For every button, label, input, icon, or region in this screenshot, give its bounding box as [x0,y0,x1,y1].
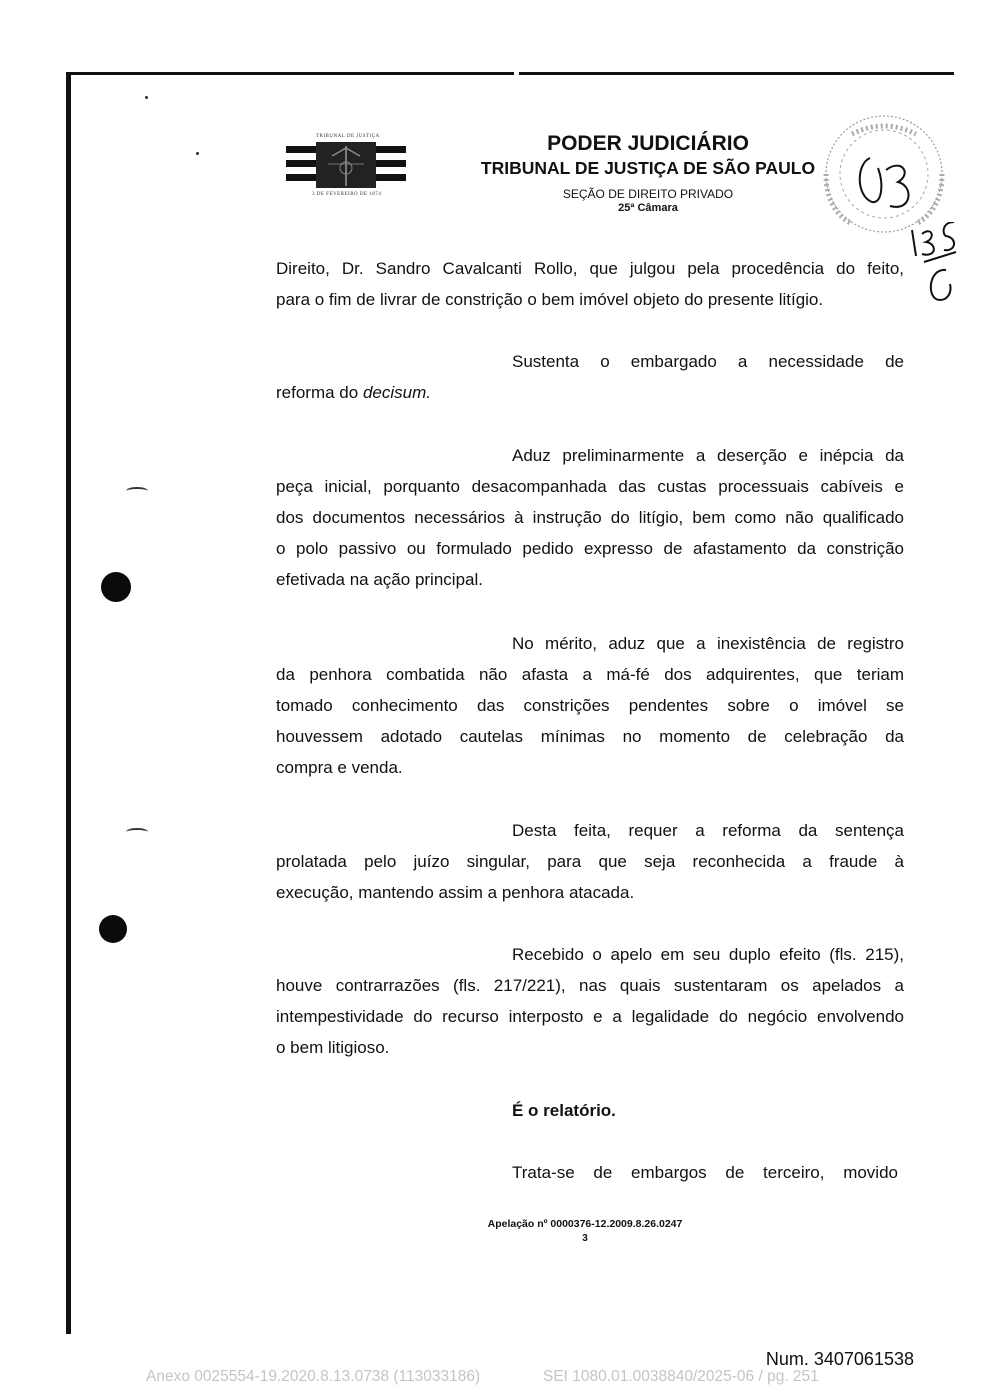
paragraph-6 [276,939,904,1063]
text-line: peça inicial, porquanto desacompanhada das custas processuais cabíveis e [276,477,904,496]
text-line: da penhora combatida não afasta a má-fé dos adquirentes, que teriam [276,665,904,684]
paragraph-5 [276,815,904,908]
text-line: o polo passivo ou formulado pedido expresso de afastamento da constrição [276,539,904,558]
logo-caption-top: TRIBUNAL DE JUSTIÇA [316,134,380,139]
text-line: prolatada pelo juízo singular, para que seja reconhecida a fraude à [276,852,904,871]
annex-watermark: Anexo 0025554-19.2020.8.13.0738 (113033186) [146,1368,481,1385]
scan-tick-mark [126,487,148,495]
logo-caption-bottom: 3 DE FEVEREIRO DE 1874 [312,192,382,197]
text-line: para o fim de livrar de constrição o bem imóvel objeto do presente litígio. [276,290,824,309]
text-line: execução, mantendo assim a penhora atacada. [276,883,635,902]
text-line [276,377,904,408]
court-name: TRIBUNAL DE JUSTIÇA DE SÃO PAULO [480,158,816,178]
paragraph-7 [276,1095,904,1126]
document-num: Num. 3407061538 [765,1349,914,1369]
text-line: dos documentos necessários à instrução do litígio, bem como não qualificado [276,508,904,527]
text-segment: reforma do [276,383,363,402]
text-line: Direito, Dr. Sandro Cavalcanti Rollo, que julgou pela procedência do feito, [276,259,904,278]
text-line: Recebido o apelo em seu duplo efeito (fls. 215), [512,945,904,964]
text-line: Desta feita, requer a reforma da sentença [512,821,904,840]
sei-watermark: SEI 1080.01.0038840/2025-06 / pg. 251 [543,1368,819,1385]
page-border-gap [514,70,519,77]
paragraph-1 [276,253,904,315]
text-line: intempestividade do recurso interposto e a legalidade do negócio envolvendo [276,1007,904,1026]
text-line: houve contrarrazões (fls. 217/221), nas quais sustentaram os apelados a [276,976,904,995]
page-border-left [66,72,71,1334]
scan-speck [196,152,199,155]
text-line: Aduz preliminarmente a deserção e inépcia da [512,446,904,465]
punch-hole [101,572,131,602]
text-line: Trata-se de embargos de terceiro, movido [512,1163,898,1182]
scan-tick-mark [126,828,148,836]
page-title: PODER JUDICIÁRIO [547,132,749,155]
scan-speck [145,96,148,99]
text-line: o bem litigioso. [276,1038,390,1057]
chamber-name: 25ª Câmara [618,202,678,214]
text-line: Sustenta o embargado a necessidade de [512,352,904,371]
paragraph-2 [276,346,904,408]
text-line: No mérito, aduz que a inexistência de registro [512,634,904,653]
latin-term: decisum. [362,383,431,402]
section-name: SEÇÃO DE DIREITO PRIVADO [562,187,734,201]
margin-handwritten-folio [906,222,966,302]
text-line: efetivada na ação principal. [276,570,483,589]
paragraph-8 [276,1157,898,1188]
report-heading: É o relatório. [512,1101,616,1120]
paragraph-4 [276,628,904,783]
punch-hole [99,915,127,943]
paragraph-3 [276,440,904,595]
text-line: houvessem adotado cautelas mínimas no momento de celebração da [276,727,904,746]
text-line: compra e venda. [276,758,403,777]
page-border-top [66,72,954,75]
court-logo [286,136,406,200]
logo-emblem-icon [316,142,376,188]
case-number: Apelação nº 0000376-12.2009.8.26.0247 [487,1218,683,1230]
page-number: 3 [582,1233,588,1244]
text-line: tomado conhecimento das constrições pendentes sobre o imóvel se [276,696,904,715]
